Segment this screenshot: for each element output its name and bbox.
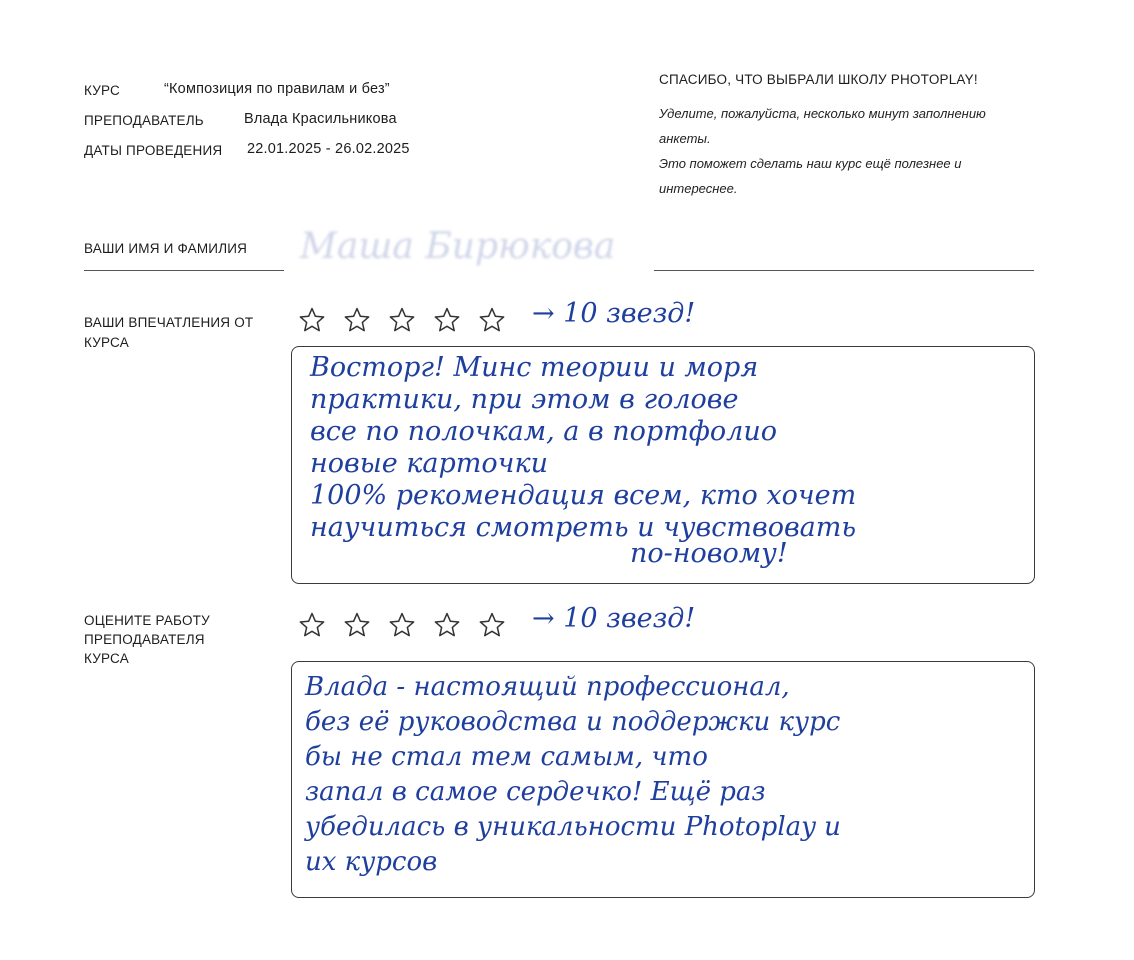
comment-line: Восторг! Минс теории и моря [310,352,759,383]
star-icon[interactable] [478,611,506,639]
star-icon[interactable] [388,306,416,334]
teacher-value: Влада Красильникова [244,111,397,127]
teacher-label: ПРЕПОДАВАТЕЛЬ [84,113,204,128]
comment-line: убедилась в уникальности Photoplay и [305,812,841,842]
course-rating-label [84,313,253,353]
teacher-comment-text [305,670,841,880]
teacher-rating-label-line: ПРЕПОДАВАТЕЛЯ [84,632,205,647]
course-value: “Композиция по правилам и без” [164,81,390,97]
comment-line: новые карточки [310,448,548,479]
teacher-rating-label-line: КУРСА [84,651,129,666]
star-icon[interactable] [433,306,461,334]
name-underline [84,270,284,271]
course-rating-label-line: ВАШИ ВПЕЧАТЛЕНИЯ ОТ [84,315,254,330]
course-star-rating[interactable] [298,306,506,334]
thanks-line: интереснее. [659,181,738,196]
comment-line: 100% рекомендация всем, кто хочет [310,480,857,511]
star-icon[interactable] [343,611,371,639]
thanks-text [659,101,986,201]
dates-label: ДАТЫ ПРОВЕДЕНИЯ [84,143,223,158]
comment-line: бы не стал тем самым, что [305,742,708,772]
name-underline [654,270,1034,271]
star-icon[interactable] [298,306,326,334]
teacher-star-rating[interactable] [298,611,506,639]
course-rating-note: → 10 звезд! [532,298,696,329]
name-value[interactable]: Маша Бирюкова [300,226,616,267]
comment-line: практики, при этом в голове [310,384,739,415]
comment-line: все по полочкам, а в портфолио [310,416,778,447]
name-label: ВАШИ ИМЯ И ФАМИЛИЯ [84,241,248,256]
thanks-line: анкеты. [659,131,711,146]
comment-line: научиться смотреть и чувствовать [310,512,857,543]
star-icon[interactable] [388,611,416,639]
thanks-line: Уделите, пожалуйста, несколько минут заполнению [659,106,986,121]
star-icon[interactable] [343,306,371,334]
star-icon[interactable] [433,611,461,639]
teacher-rating-label [84,611,210,668]
teacher-rating-note: → 10 звезд! [532,603,696,634]
comment-line: по-новому! [630,538,788,569]
dates-value: 22.01.2025 - 26.02.2025 [247,141,410,157]
comment-line: запал в самое сердечко! Ещё раз [305,777,766,807]
star-icon[interactable] [298,611,326,639]
thanks-line: Это поможет сделать наш курс ещё полезнее и [659,156,962,171]
thanks-title: СПАСИБО, ЧТО ВЫБРАЛИ ШКОЛУ PHOTOPLAY! [659,72,978,87]
course-rating-label-line: КУРСА [84,335,129,350]
comment-line: их курсов [305,847,438,877]
comment-line: без её руководства и поддержки курс [305,707,841,737]
course-label: КУРС [84,83,120,98]
comment-line: Влада - настоящий профессионал, [305,672,790,702]
course-comment-text [310,352,856,570]
star-icon[interactable] [478,306,506,334]
teacher-rating-label-line: ОЦЕНИТЕ РАБОТУ [84,613,210,628]
